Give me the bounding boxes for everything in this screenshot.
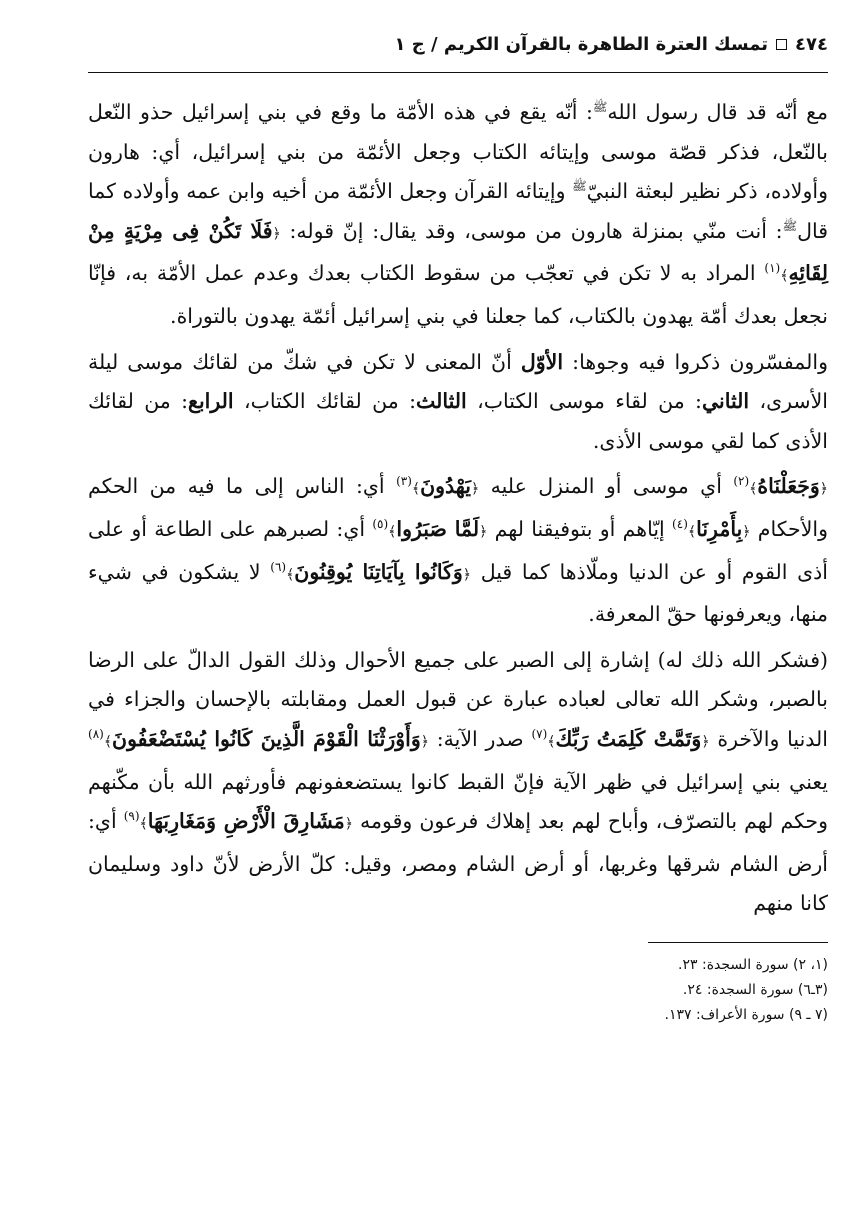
bold-term: الرابع: [188, 389, 234, 414]
main-text: [88, 93, 828, 924]
text-run: أي موسى أو المنزل عليه: [479, 474, 734, 499]
paragraph: [88, 641, 828, 924]
quote-bracket-icon: ﴾: [139, 816, 148, 833]
page-number: ٤٧٤: [795, 33, 828, 55]
quran-quote: يَهْدُونَ: [420, 474, 471, 499]
text-run: يعني بني إسرائيل في ظهر الآية فإنّ القبط كانوا يستضعفونهم فأورثهم الله بأن مكّنهم وحكم لهم بالتصرّف، وأباح لهم بعد إهلاك فرعون وقومه: [88, 769, 828, 834]
quote-bracket-icon: ﴾: [388, 523, 397, 540]
quote-bracket-icon: ﴿: [344, 816, 353, 833]
quote-bracket-icon: ﴾: [687, 523, 697, 540]
text-run: : من لقائك الكتاب،: [233, 389, 416, 414]
quran-quote: وَتَمَّتْ كَلِمَتُ رَبِّكَ: [555, 726, 702, 751]
quran-quote: لَمَّا صَبَرُوا: [396, 516, 480, 541]
quote-bracket-icon: ﴿: [272, 225, 281, 242]
bold-term: الثالث: [415, 389, 467, 414]
quote-bracket-icon: ﴿: [742, 523, 751, 540]
text-run: (فشكر الله ذلك له) إشارة إلى الصبر على جميع الأحوال وذلك القول الدالّ على الرضا بالصبر، وشكر الله تعالى لعباده عبارة عن قبول العمل ومقابلته بالإحسان والجزاء في الدنيا والآخرة: [88, 647, 828, 751]
footnote-ref: (٥): [372, 517, 389, 532]
quote-bracket-icon: ﴿: [462, 566, 471, 583]
running-header: [88, 22, 828, 66]
footnotes: [88, 942, 828, 1028]
text-run: مع أنّه قد قال رسول الله: [607, 100, 828, 124]
text-run: والمفسّرون ذكروا فيه وجوها:: [563, 349, 828, 374]
text-run: : أنت منّي بمنزلة هارون من موسى، وقد يقال: إنّ قوله:: [280, 218, 783, 243]
quote-bracket-icon: ﴿: [470, 481, 480, 498]
bold-term: الأوّل: [520, 349, 564, 374]
text-run: المراد به لا تكن في تعجّب من سقوط الكتاب بعدك وعدم عمل الأمّة به، فإنّا نجعل بعدك أمّة يهدون بالكتاب، كما جعلنا في بني إسرائيل أئمّة يهدون بالتوراة.: [88, 261, 828, 328]
quote-bracket-icon: ﴾: [749, 481, 758, 498]
quran-quote: بِأَمْرِنَا: [696, 516, 743, 541]
paragraph: [88, 467, 828, 634]
quote-bracket-icon: ﴾: [286, 566, 295, 583]
footnote-2: (٣ـ٦) سورة السجدة: ٢٤.: [682, 981, 828, 998]
footnote-ref: (٣): [396, 474, 412, 489]
quote-bracket-icon: ﴾: [103, 733, 113, 750]
text-run: صدر الآية:: [428, 726, 532, 751]
footnote-ref: (٤): [672, 517, 688, 532]
book-page: [88, 22, 828, 1192]
square-ornament-icon: [776, 39, 787, 50]
footnote-ref: (٢): [733, 474, 750, 489]
text-run: أي: الناس إلى ما فيه من الحكم والأحكام: [88, 474, 828, 541]
quote-bracket-icon: ﴾: [411, 481, 421, 498]
quote-bracket-icon: ﴿: [701, 733, 710, 750]
quran-quote: فَلَا تَكُنْ فِى مِرْيَةٍ مِنْ لِقَائِهِ: [88, 218, 828, 286]
text-run: إيّاهم أو بتوفيقنا لهم: [487, 516, 673, 541]
quote-bracket-icon: ﴿: [420, 733, 429, 750]
text-run: : من لقائك الأذى كما لقي موسى الأذى.: [88, 389, 828, 453]
honorific-icon: ﷺ: [592, 100, 608, 115]
footnote-ref: (١): [764, 261, 781, 276]
footnote-ref: (٨): [88, 727, 104, 742]
footnote-3: (٧ ـ ٩) سورة الأعراف: ١٣٧.: [664, 1006, 828, 1023]
quran-quote: وَكَانُوا بِآيَاتِنَا يُوقِنُونَ: [294, 559, 463, 584]
text-run: وإيتائه القرآن وجعل الأئمّة من أخيه وابن عمه وأولاده كما قال: [88, 179, 829, 243]
text-run: أي: لصبرهم على الطاعة أو على أذى القوم أو عن الدنيا وملّاذها كما قيل: [88, 516, 828, 584]
honorific-icon: ﷺ: [782, 218, 798, 233]
paragraph: [88, 93, 828, 337]
quran-quote: وَأَوْرَثْنَا الْقَوْمَ الَّذِينَ كَانُوا يُسْتَضْعَفُونَ: [112, 726, 421, 751]
quote-bracket-icon: ﴾: [547, 733, 556, 750]
footnote-1: (١، ٢) سورة السجدة: ٢٣.: [678, 956, 828, 973]
honorific-icon: ﷺ: [572, 179, 587, 194]
quote-bracket-icon: ﴿: [819, 481, 828, 498]
bold-term: الثاني: [701, 389, 750, 414]
quran-quote: وَجَعَلْنَاهُ: [757, 474, 820, 499]
quran-quote: مَشَارِقَ الْأَرْضِ وَمَغَارِبَهَا: [147, 809, 345, 834]
text-run: : من لقاء موسى الكتاب،: [466, 389, 702, 414]
paragraph: [88, 343, 828, 462]
text-run: لا يشكون في شيء منها، ويعرفونها حقّ المعرفة.: [88, 559, 828, 627]
running-title: تمسك العترة الطاهرة بالقرآن الكريم / ج ١: [394, 33, 769, 55]
text-run: أنّ المعنى لا تكن في شكّ من لقائك موسى ليلة الأسرى،: [88, 349, 828, 414]
text-run: أي: أرض الشام شرقها وغربها، أو أرض الشام ومصر، وقيل: كلّ الأرض لأنّ داود وسليمان كانا منهم: [88, 809, 828, 916]
footnote-ref: (٦): [270, 559, 287, 574]
header-rule: [88, 72, 828, 73]
quote-bracket-icon: ﴾: [780, 268, 789, 285]
footnote-ref: (٧): [531, 727, 548, 742]
quote-bracket-icon: ﴿: [479, 523, 488, 540]
footnote-separator: [648, 942, 828, 943]
footnote-ref: (٩): [123, 809, 140, 824]
text-run: : أنّه يقع في هذه الأمّة ما وقع في بني إسرائيل حذو النّعل بالنّعل، فذكر قصّة موسى وإيتائه الكتاب وجعل الأئمّة من بني إسرائيل، أي: هارون وأولاده، ذكر نظير لبعثة النبيّ: [88, 100, 828, 204]
